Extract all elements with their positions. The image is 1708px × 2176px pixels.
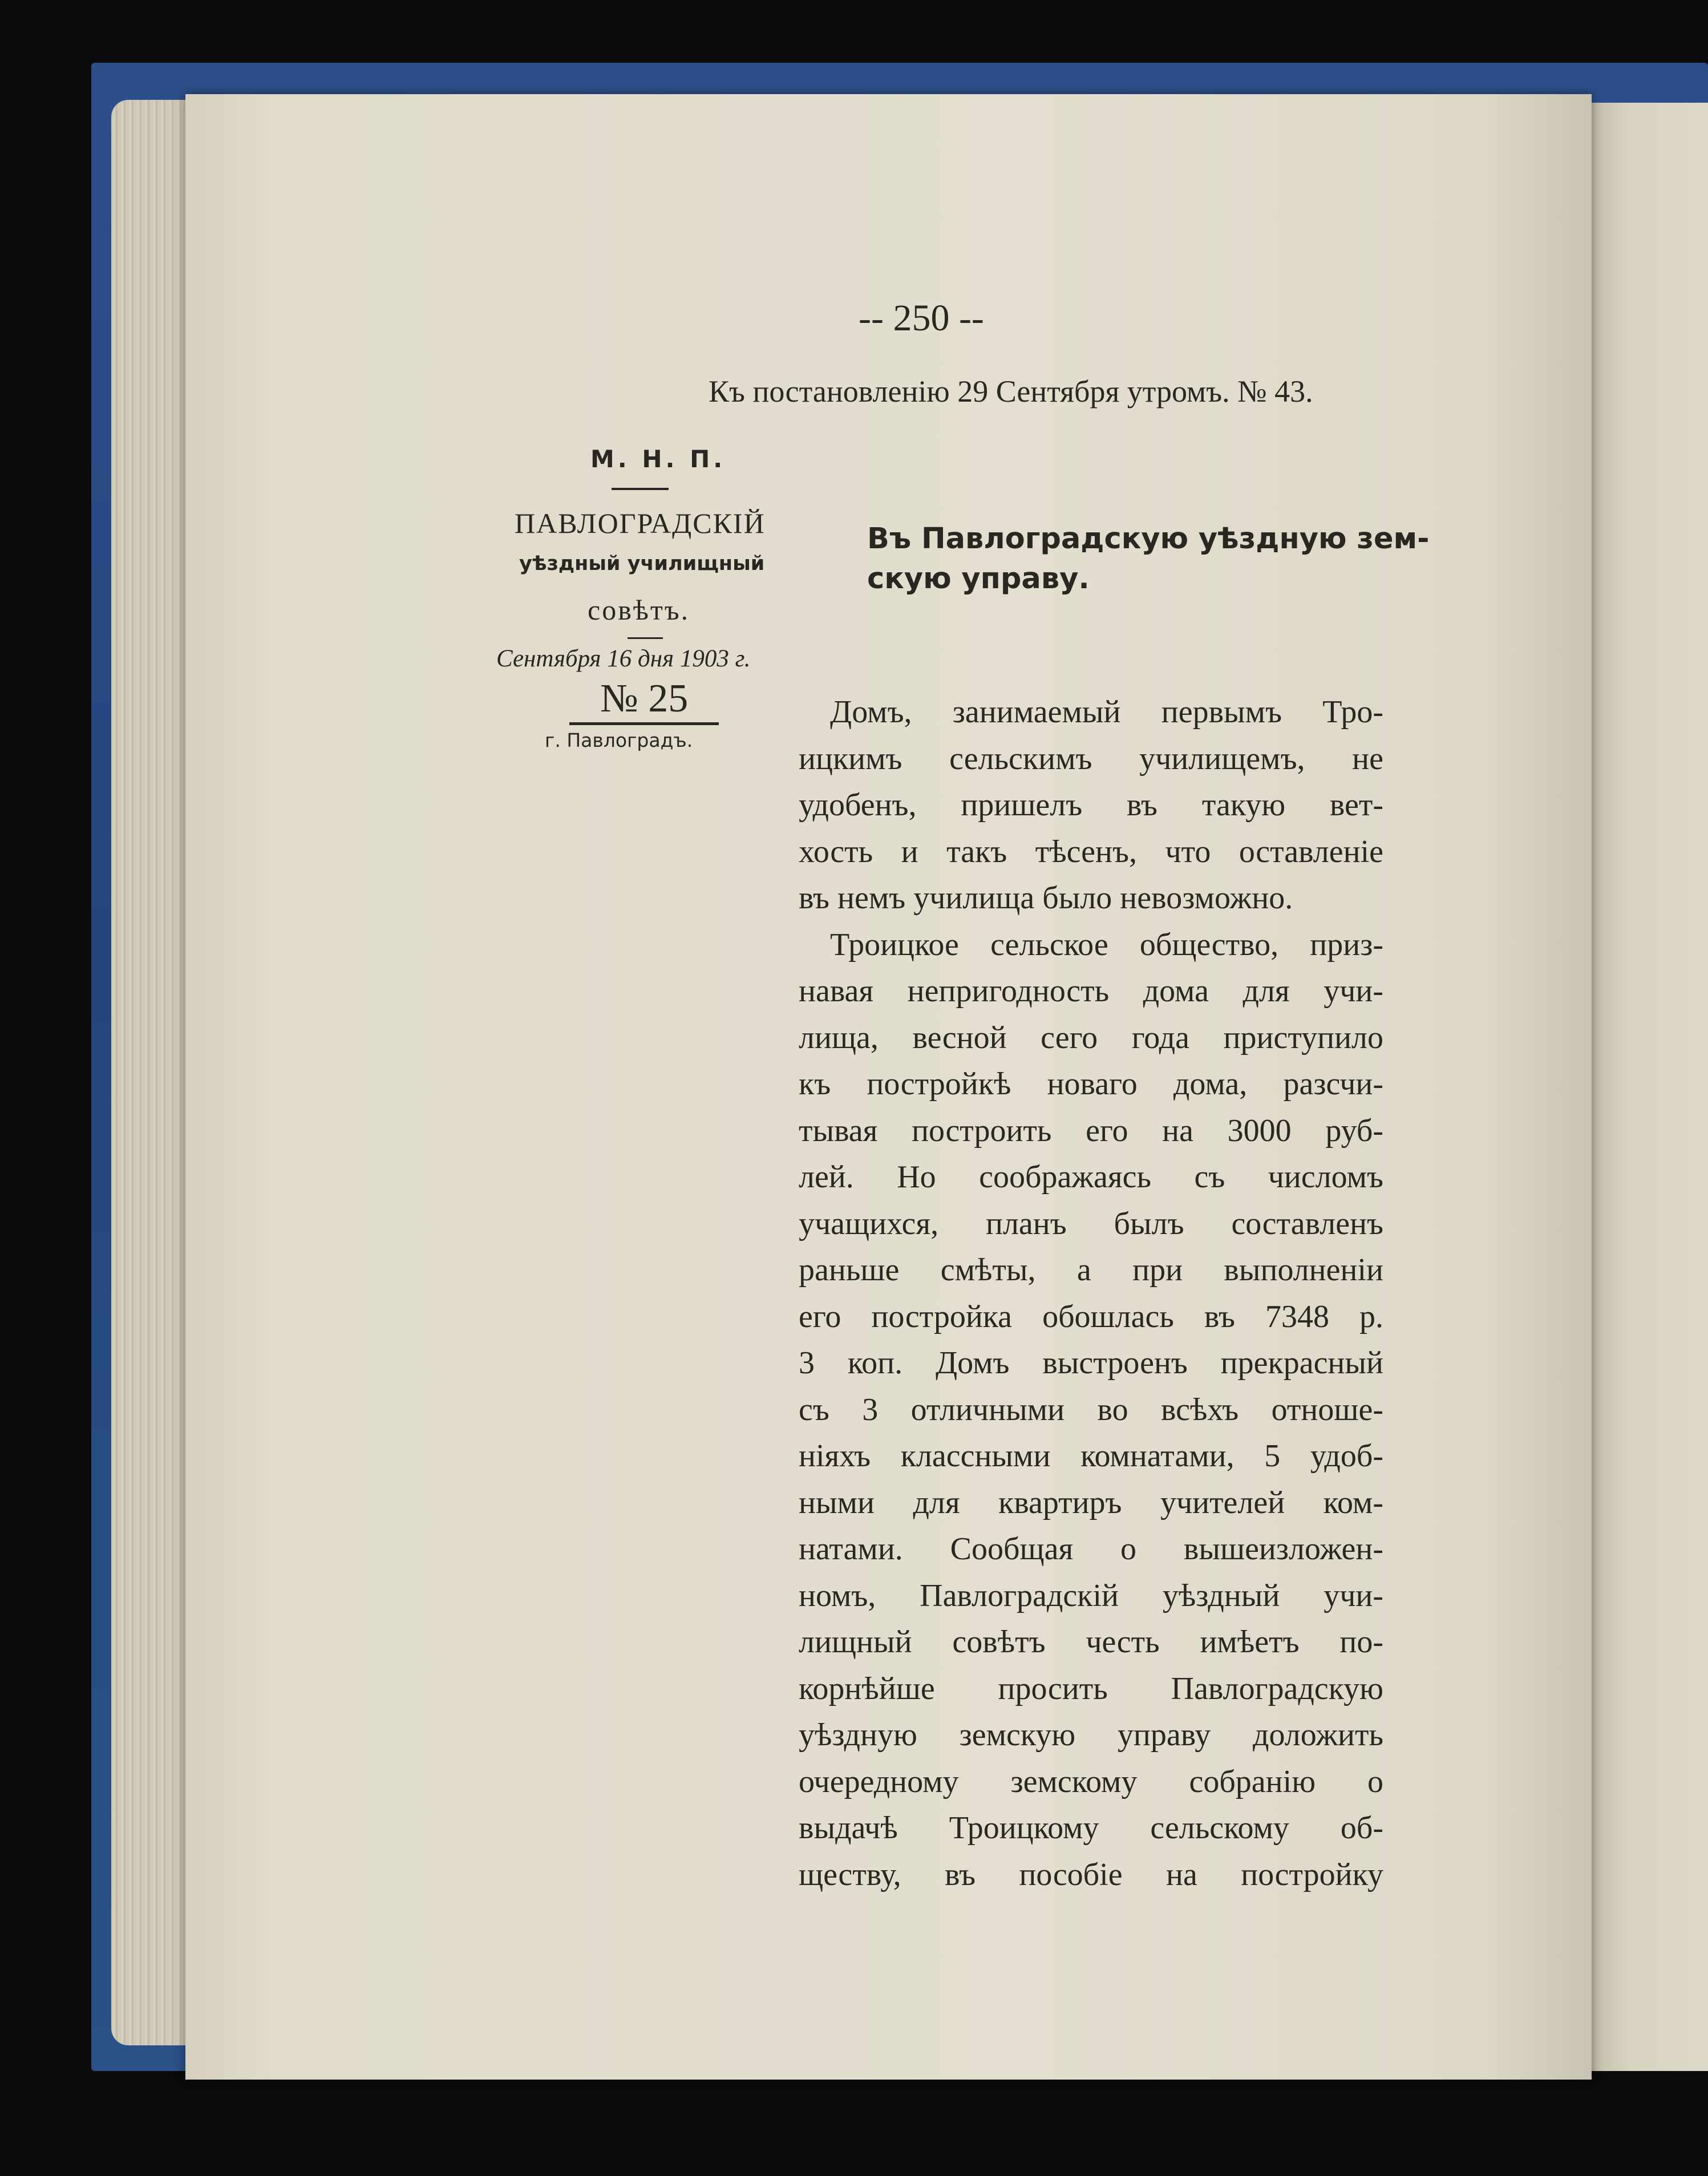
- body-line: уѣздную земскую управу доложить: [799, 1717, 1383, 1753]
- body-line: корнѣйше просить Павлоградскую: [799, 1671, 1383, 1706]
- body-line: ществу, въ пособіе на постройку: [799, 1857, 1383, 1892]
- body-line: хость и такъ тѣсенъ, что оставленіе: [799, 834, 1383, 869]
- body-line: выдачѣ Троицкому сельскому об-: [799, 1810, 1383, 1846]
- letterhead-rule-2: [628, 637, 663, 639]
- body-line: къ постройкѣ новаго дома, разсчи-: [799, 1066, 1383, 1102]
- body-line: навая непригодность дома для учи-: [799, 973, 1383, 1009]
- body-line: учащихся, планъ былъ составленъ: [799, 1206, 1383, 1241]
- letter-date: Сентября 16 дня 1903 г.: [496, 645, 751, 672]
- body-line: лища, весной сего года приступило: [799, 1020, 1383, 1055]
- body-line: натами. Сообщая о вышеизложен-: [799, 1531, 1383, 1567]
- body-line: 3 коп. Домъ выстроенъ прекрасный: [799, 1345, 1383, 1381]
- page-number: -- 250 --: [859, 297, 984, 339]
- body-line: лищный совѣтъ честь имѣетъ по-: [799, 1624, 1383, 1660]
- body-line: очередному земскому собранію о: [799, 1764, 1383, 1799]
- number-underline: [569, 722, 719, 725]
- facing-page-edge: [1580, 103, 1708, 2071]
- body-line: въ немъ училища было невозможно.: [799, 880, 1293, 916]
- addressee-line-2: скую управу.: [867, 562, 1090, 596]
- resolution-reference: Къ постановленію 29 Сентября утромъ. № 43.: [709, 374, 1313, 408]
- body-line: Троицкое сельское общество, приз-: [830, 927, 1383, 962]
- body-line: удобенъ, пришелъ въ такую вет-: [799, 787, 1383, 823]
- body-line: раньше смѣты, а при выполненіи: [799, 1252, 1383, 1288]
- addressee-line-1: Въ Павлоградскую уѣздную зем-: [867, 522, 1430, 556]
- letter-number: № 25: [600, 677, 689, 721]
- letter-city: г. Павлоградъ.: [545, 729, 693, 751]
- letterhead-rule-1: [612, 488, 669, 490]
- body-line: ными для квартиръ учителей ком-: [799, 1485, 1383, 1520]
- council-type: уѣздный училищный: [519, 552, 765, 575]
- ministry-abbrev: М. Н. П.: [590, 445, 726, 473]
- council-name: ПАВЛОГРАДСКІЙ: [515, 507, 766, 539]
- body-line: его постройка обошлась въ 7348 р.: [799, 1299, 1383, 1334]
- body-line: ніяхъ классными комнатами, 5 удоб-: [799, 1438, 1383, 1474]
- body-line: съ 3 отличными во всѣхъ отноше-: [799, 1392, 1383, 1427]
- body-line: лей. Но соображаясь съ числомъ: [799, 1159, 1383, 1195]
- body-line: тывая построить его на 3000 руб-: [799, 1113, 1383, 1148]
- body-line: Домъ, занимаемый первымъ Тро-: [830, 694, 1383, 730]
- body-line: ицкимъ сельскимъ училищемъ, не: [799, 741, 1383, 776]
- council-word: совѣтъ.: [588, 594, 690, 626]
- body-line: номъ, Павлоградскій уѣздный учи-: [799, 1578, 1383, 1613]
